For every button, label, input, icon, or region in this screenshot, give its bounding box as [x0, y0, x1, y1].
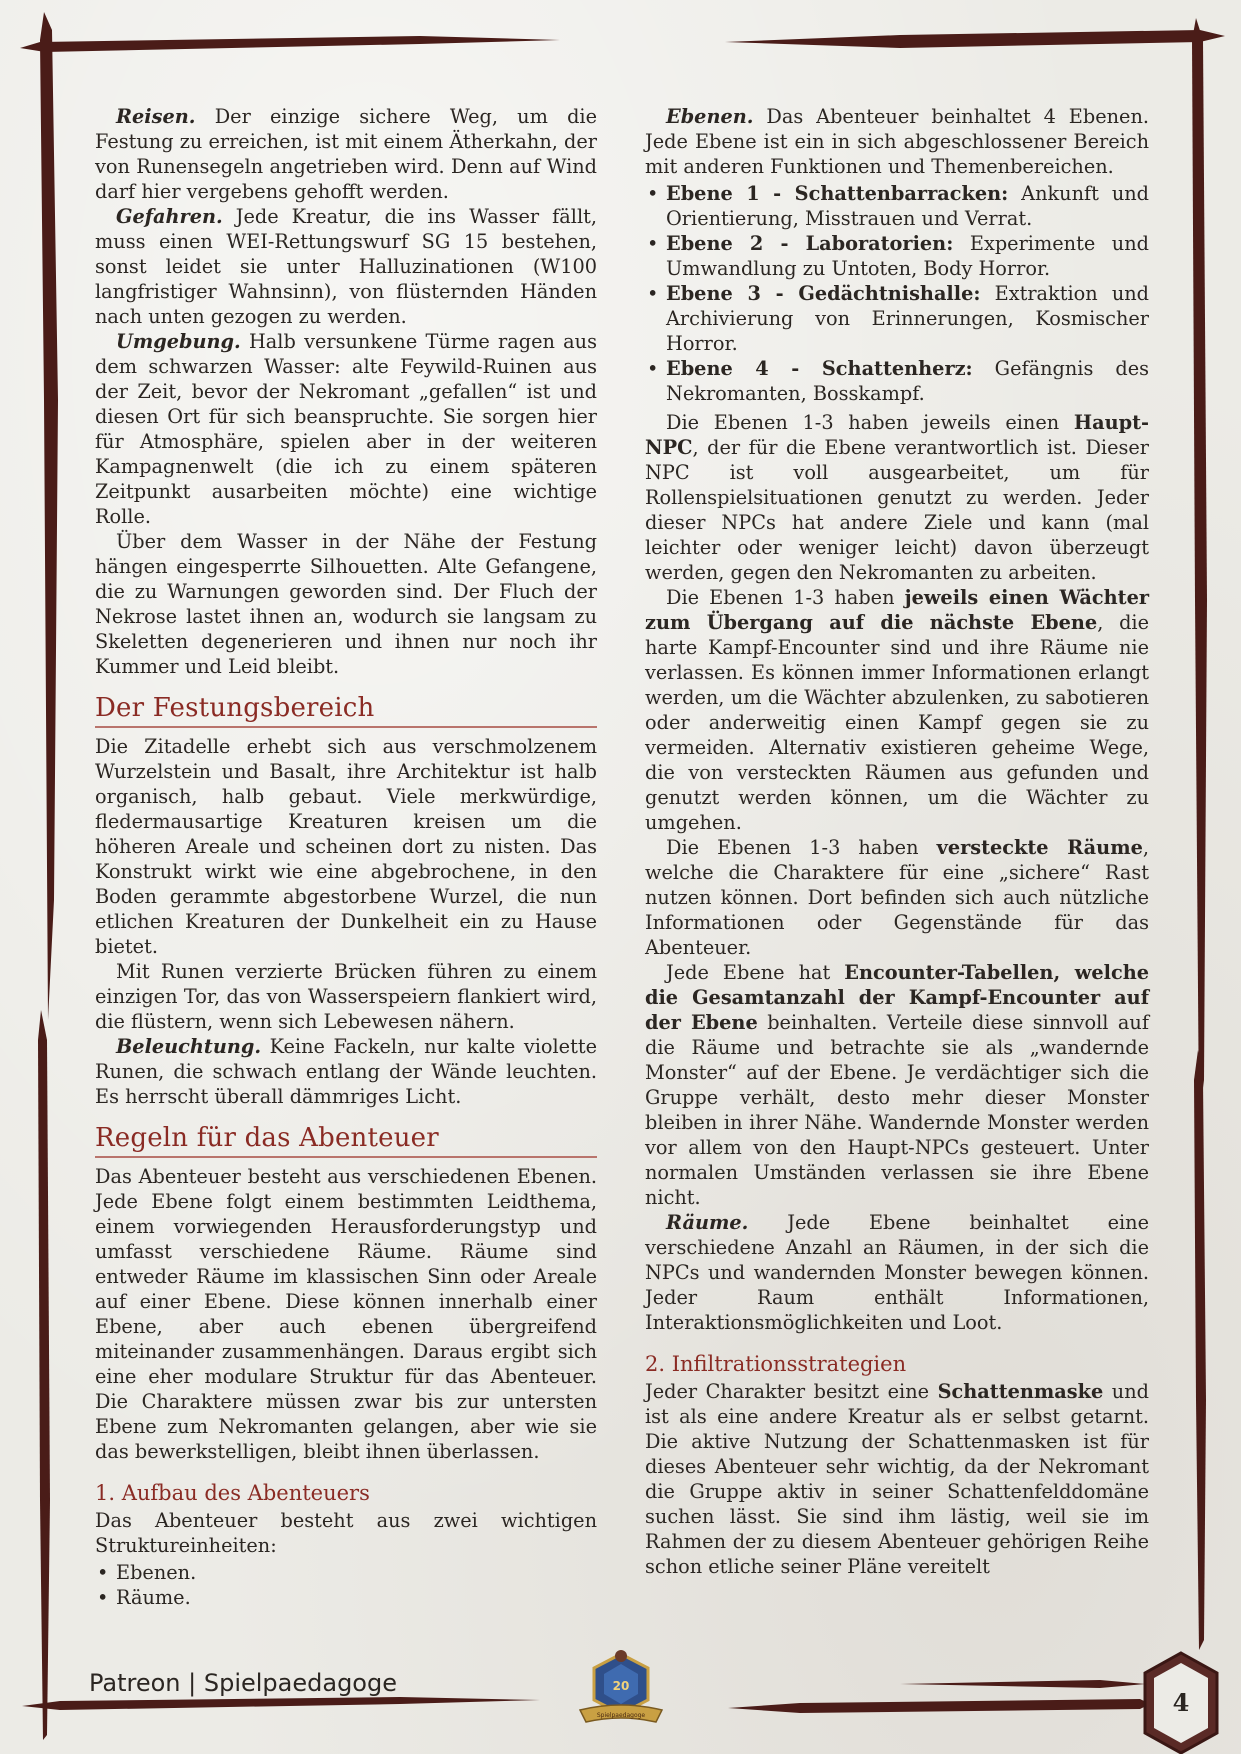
page-number: 4: [1172, 1688, 1190, 1717]
left-column: [95, 104, 597, 1614]
svg-text:Spielpaedagoge: Spielpaedagoge: [596, 1712, 646, 1719]
unit-list: [95, 1560, 597, 1610]
paragraph-structure: Das Abenteuer besteht aus verschiedenen Ebenen. Jede Ebene folgt einem bestimmten Leidthema, einem vorwiegenden Herausforderungstyp und umfasst verschiedene Räume. Räume sind entweder Räume im klassischen Sinn oder Areale auf einer Ebene. Diese können innerhalb einer Ebene, aber auch ebenen übergreifend miteinander zusammenhängen. Daraus ergibt sich eine eher modulare Struktur für das Abenteuer. Die Charaktere müssen zwar bis zur untersten Ebene zum Nekromanten gelangen, aber wie sie das bewerkstelligen, bleibt ihnen überlassen.: [95, 1165, 597, 1463]
paragraph-shadow-mask: Jeder Charakter besitzt eine Schattenmaske und ist als eine andere Kreatur als er selbst getarnt. Die aktive Nutzung der Schattenmasken ist für dieses Abenteuer sehr wichtig, da der Nekromant die Gruppe aktiv in seiner Schattenfelddomäne suchen lässt. Sie sind ihm lästig, weil sie im Rahmen der zu diesem Abenteuer gehörigen Reihe schon etliche seiner Pläne vereitelt: [645, 1380, 1149, 1578]
paragraph-silhouettes: Über dem Wasser in der Nähe der Festung hängen eingesperrte Silhouetten. Alte Gefangene, die zu Warnungen geworden sind. Der Fluch der Nekrose lastet ihnen an, wodurch sie langsam zu Skeletten degenerieren und ihnen nur noch ihr Kummer und Leid bleibt.: [95, 530, 597, 678]
list-item: • Ebene 2 - Laboratorien: Experimente und Umwandlung zu Untoten, Body Horror.: [645, 231, 1149, 281]
heading-setup: 1. Aufbau des Abenteuers: [95, 1481, 370, 1505]
right-column: [645, 104, 1149, 1579]
paragraph-main-npc: Die Ebenen 1-3 haben jeweils einen Haupt-NPC, der für die Ebene verantwortlich ist. Dieser NPC ist voll ausgearbeitet, um für Rollenspielsituationen genutzt zu werden. Jeder dieser NPCs hat andere Ziele und kann (mal leichter oder weniger leicht) davon überzeugt werden, gegen den Nekromanten zu arbeiten.: [645, 411, 1149, 584]
svg-text:20: 20: [612, 1679, 630, 1693]
heading-rules: Regeln für das Abenteuer: [95, 1123, 597, 1158]
paragraph-units: Das Abenteuer besteht aus zwei wichtigen Struktureinheiten:: [95, 1509, 597, 1557]
paragraph-encounter-tables: Jede Ebene hat Encounter-Tabellen, welche die Gesamtanzahl der Kampf-Encounter auf der Ebene beinhalten. Verteile diese sinnvoll auf die Räume und betrachte sie als „wandernde Monster“ auf der Ebene. Je verdächtiger sich die Gruppe verhält, desto mehr dieser Monster bleiben in ihrer Nähe. Wandernde Monster werden vor allem von den Haupt-NPCs gesteuert. Unter normalen Umständen verlassen sie ihre Ebene nicht.: [645, 961, 1149, 1209]
paragraph-lighting: Beleuchtung. Keine Fackeln, nur kalte violette Runen, die schwach entlang der Wände leuchten. Es herrscht überall dämmriges Licht.: [95, 1035, 597, 1108]
paragraph-guardians: Die Ebenen 1-3 haben jeweils einen Wächter zum Übergang auf die nächste Ebene, die harte Kampf-Encounter sind und ihre Räume nie verlassen. Es können immer Informationen erlangt werden, um die Wächter abzulenken, zu sabotieren oder anderweitig einen Kampf gegen sie zu vermeiden. Alternativ existieren geheime Wege, die von versteckten Räumen aus gefunden und genutzt werden können, um die Wächter zu umgehen.: [645, 586, 1150, 834]
paragraph-rooms: Räume. Jede Ebene beinhaltet eine verschiedene Anzahl an Räumen, in der sich die NPCs und wandernden Monster bewegen können. Jeder Raum enthält Informationen, Interaktionsmöglichkeiten und Loot.: [645, 1211, 1149, 1334]
paragraph-levels: Ebenen. Das Abenteuer beinhaltet 4 Ebenen. Jede Ebene ist ein in sich abgeschlossener Bereich mit anderen Funktionen und Themenbereichen.: [645, 105, 1149, 178]
spielpaedagoge-logo: [576, 1648, 666, 1732]
paragraph-hidden-rooms: Die Ebenen 1-3 haben versteckte Räume, welche die Charaktere für eine „sichere“ Rast nutzen können. Dort befinden sich auch nützliche Informationen oder Gegenstände für das Abenteuer.: [645, 836, 1150, 959]
level-list: [645, 181, 1149, 406]
heading-fortress-area: Der Festungsbereich: [95, 693, 597, 728]
list-item: • Ebene 1 - Schattenbarracken: Ankunft und Orientierung, Misstrauen und Verrat.: [645, 181, 1149, 231]
list-item: • Räume.: [95, 1585, 597, 1610]
list-item: • Ebene 3 - Gedächtnishalle: Extraktion und Archivierung von Erinnerungen, Kosmischer Horror.: [645, 281, 1149, 356]
paragraph-surroundings: Umgebung. Halb versunkene Türme ragen aus dem schwarzen Wasser: alte Feywild-Ruinen aus der Zeit, bevor der Nekromant „gefallen“ ist und diesen Ort für sich beanspruchte. Sie sorgen hier für Atmosphäre, spielen aber in der weiteren Kampagnenwelt (die ich zu einem späteren Zeitpunkt ausarbeiten möchte) eine wichtige Rolle.: [95, 330, 597, 528]
heading-infiltration: 2. Infiltrationsstrategien: [645, 1352, 907, 1376]
list-item: • Ebene 4 - Schattenherz: Gefängnis des Nekromanten, Bosskampf.: [645, 356, 1149, 406]
paragraph-dangers: Gefahren. Jede Kreatur, die ins Wasser fällt, muss einen WEI-Rettungswurf SG 15 bestehen, sonst leidet sie unter Halluzinationen (W100 langfristiger Wahnsinn), von flüsternden Händen nach unten gezogen zu werden.: [95, 205, 597, 328]
paragraph-citadel: Die Zitadelle erhebt sich aus verschmolzenem Wurzelstein und Basalt, ihre Architektur ist halb organisch, halb gebaut. Viele merkwürdige, fledermausartige Kreaturen kreisen um die höheren Areale und scheinen dort zu nisten. Das Konstrukt wirkt wie eine abgebrochene, in den Boden gerammte abgestorbene Wurzel, die nun etlichen Kreaturen der Dunkelheit ein zu Hause bietet.: [95, 735, 597, 958]
paragraph-bridges: Mit Runen verzierte Brücken führen zu einem einzigen Tor, das von Wasserspeiern flankiert wird, die flüstern, wenn sich Lebewesen nähern.: [95, 960, 597, 1033]
paragraph-travel: Reisen. Der einzige sichere Weg, um die Festung zu erreichen, ist mit einem Ätherkahn, der von Runensegeln angetrieben wird. Denn auf Wind darf hier vergebens gehofft werden.: [95, 105, 597, 203]
footer-credit: Patreon | Spielpaedagoge: [89, 1669, 397, 1697]
list-item: • Ebenen.: [95, 1560, 597, 1585]
